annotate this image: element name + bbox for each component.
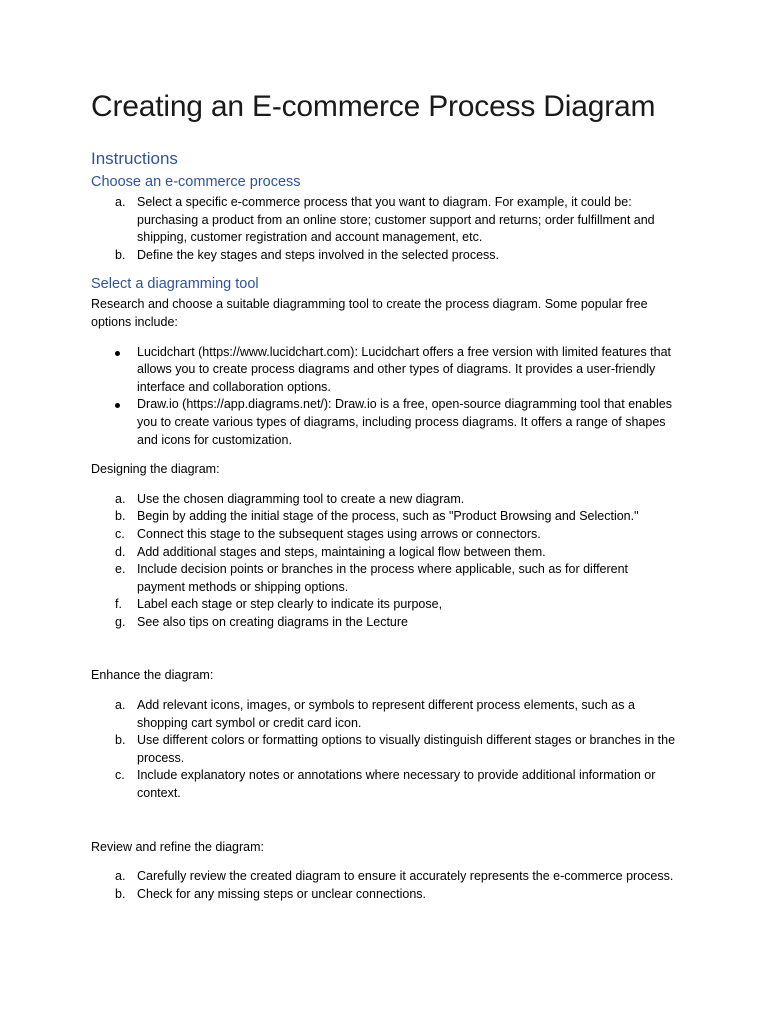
list-item-text: Carefully review the created diagram to ensure it accurately represents the e-commerce process. — [137, 869, 674, 884]
list-item-text: Draw.io (https://app.diagrams.net/): Draw.io is a free, open-source diagramming tool that enables you to create various types of diagrams, including process diagrams. It offers a range of shapes and icons for customization. — [137, 397, 672, 447]
list-marker: b. — [115, 509, 126, 524]
list-item-text: Use the chosen diagramming tool to create a new diagram. — [137, 491, 465, 506]
list-item — [91, 491, 676, 509]
list-item — [91, 526, 676, 544]
section-heading-designing: Designing the diagram: — [91, 462, 220, 477]
section-heading-choose-process: Choose an e-commerce process — [91, 174, 301, 190]
list-marker: e. — [115, 562, 126, 577]
bullet-icon — [115, 351, 120, 356]
list-marker: b. — [115, 247, 126, 262]
list-marker: d. — [115, 544, 126, 559]
select-tool-intro: Research and choose a suitable diagramming tool to create the process diagram. Some popular free options include: — [91, 297, 648, 329]
list-item-text: Define the key stages and steps involved in the selected process. — [137, 247, 500, 262]
list-item-text: Include decision points or branches in the process where applicable, such as for different payment methods or shipping options. — [137, 562, 629, 594]
list-item — [91, 614, 676, 632]
list-item — [91, 544, 676, 562]
list-item-text: See also tips on creating diagrams in the Lecture — [137, 614, 408, 629]
list-marker: b. — [115, 733, 126, 748]
list-item — [91, 247, 676, 265]
list-item-text: Begin by adding the initial stage of the process, such as "Product Browsing and Selection." — [137, 509, 639, 524]
list-marker: a. — [115, 491, 126, 506]
list-item-text: Check for any missing steps or unclear connections. — [137, 886, 427, 901]
list-marker: c. — [115, 526, 125, 541]
bullet-icon — [115, 403, 120, 408]
list-item — [91, 508, 676, 526]
review-list — [91, 868, 676, 903]
list-marker: b. — [115, 886, 126, 901]
list-item-text: Include explanatory notes or annotations where necessary to provide additional information or context. — [137, 768, 656, 801]
list-item — [91, 396, 676, 449]
list-marker: a. — [115, 698, 126, 713]
list-marker: g. — [115, 614, 126, 629]
choose-process-list — [91, 194, 676, 264]
section-heading-select-tool: Select a diagramming tool — [91, 276, 259, 293]
enhance-list — [91, 697, 676, 803]
list-marker: a. — [115, 195, 126, 209]
list-item-text: Add relevant icons, images, or symbols to represent different process elements, such as a shopping cart symbol or credit card icon. — [137, 698, 635, 730]
list-item-text: Add additional stages and steps, maintaining a logical flow between them. — [137, 544, 546, 559]
list-item — [91, 561, 676, 596]
list-item — [91, 194, 676, 247]
designing-list — [91, 491, 676, 632]
document-title: Creating an E-commerce Process Diagram — [91, 90, 656, 123]
list-item — [91, 732, 676, 767]
list-item-text: Lucidchart (https://www.lucidchart.com): Lucidchart offers a free version with limited features that allows you to create process diagrams and other types of diagrams. It provides a user-friendly interface and collaboration options. — [137, 344, 672, 394]
list-item-text: Select a specific e-commerce process that you want to diagram. For example, it could be: purchasing a product from an online store; customer support and returns; order fulfillment and shipping, customer registration and account management, etc. — [137, 195, 655, 245]
section-heading-enhance: Enhance the diagram: — [91, 668, 214, 683]
list-item — [91, 886, 676, 904]
instructions-heading: Instructions — [91, 149, 178, 168]
section-heading-review: Review and refine the diagram: — [91, 839, 265, 854]
list-item — [91, 697, 676, 732]
list-item-text: Use different colors or formatting options to visually distinguish different stages or branches in the process. — [137, 733, 676, 765]
list-marker: a. — [115, 869, 126, 884]
list-marker: f. — [115, 597, 122, 612]
list-item — [91, 596, 676, 614]
list-item-text: Connect this stage to the subsequent stages using arrows or connectors. — [137, 526, 541, 541]
list-item-text: Label each stage or step clearly to indicate its purpose, — [137, 597, 443, 612]
list-item — [91, 344, 676, 397]
tool-options-list — [91, 344, 676, 450]
list-marker: c. — [115, 768, 125, 783]
list-item — [91, 767, 676, 802]
list-item — [91, 868, 676, 886]
